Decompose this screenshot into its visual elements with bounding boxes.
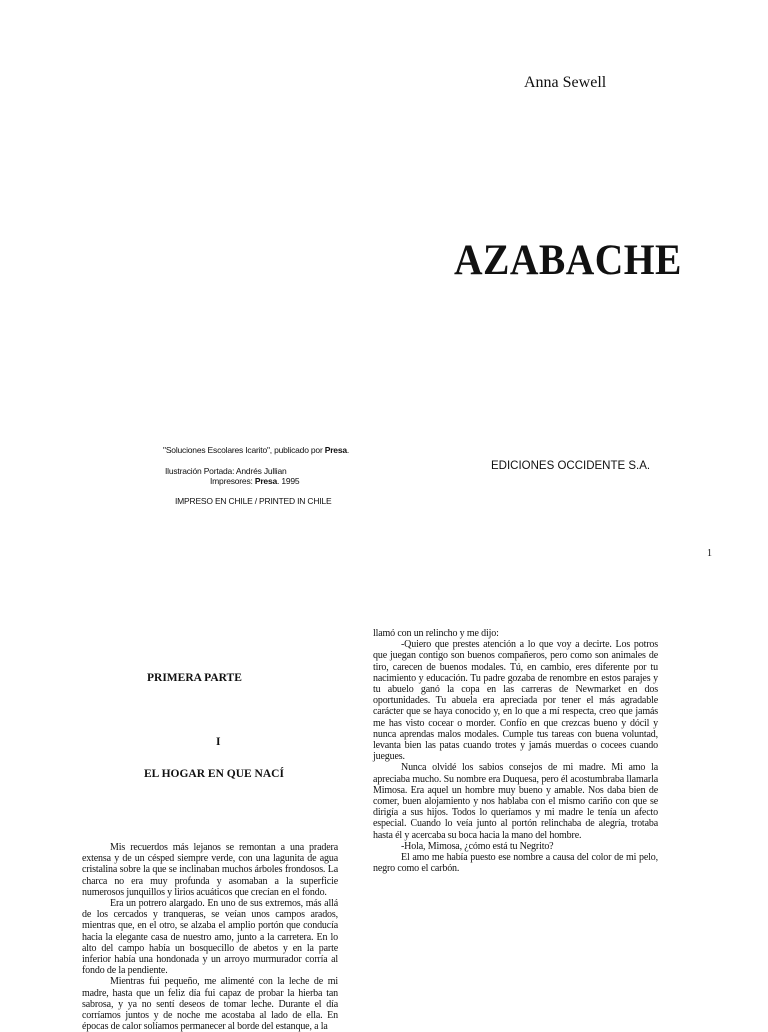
publisher-name: EDICIONES OCCIDENTE S.A. xyxy=(491,460,651,472)
right-text-column xyxy=(373,628,658,874)
paragraph: -Hola, Mimosa, ¿cómo está tu Negrito? xyxy=(401,840,554,852)
credit-text: . xyxy=(346,445,350,455)
credit-text: "Soluciones Escolares Icarito", publicado por xyxy=(163,445,325,455)
credit-line-printed-in: IMPRESO EN CHILE / PRINTED IN CHILE xyxy=(175,496,332,506)
chapter-title: EL HOGAR EN QUE NACÍ xyxy=(144,768,284,780)
credit-line-printers xyxy=(210,476,299,486)
book-title: AZABACHE xyxy=(454,237,682,284)
credit-text: . 1995 xyxy=(277,476,300,486)
part-heading: PRIMERA PARTE xyxy=(147,672,242,684)
paragraph: -Quiero que prestes atención a lo que voy a decirte. Los potros que juegan contigo son buenos compañeros, pero como son animales de tiro, carecen de buenos modales. Tú, en cambio, eres diferente por tu nacimiento y educación. Tu padre gozaba de renombre en estos parajes y tu abuelo ganó la copa en las carreras de Newmarket en dos oportunidades. Tu abuela era apreciada por tener el más agradable carácter que se haya conocido y, en lo que a mí respecta, creo que jamás me has visto cocear o morder. Confío en que crezcas bueno y dócil y nunca aprendas malos modales. Cumple tus tareas con buena voluntad, levanta bien las patas cuando trotes y jamás muerdas o cocees cuando juegues. xyxy=(373,639,658,763)
credit-bold: Presa xyxy=(324,445,347,455)
left-text-column xyxy=(82,842,338,1032)
credit-bold: Presa xyxy=(254,476,278,486)
chapter-number: I xyxy=(216,736,221,748)
paragraph: Era un potrero alargado. En uno de sus extremos, más allá de los cercados y tranqueras, se veían unos campos arados, mientras que, en el otro, se alzaba el amplio portón que conducía hacia la elegante casa de nuestro amo, junto a la carretera. En lo alto del campo había un bosquecillo de abetos y en la parte inferior había una hondonada y un arroyo murmurador corría al fondo de la pendiente. xyxy=(82,898,338,977)
page-number: 1 xyxy=(707,548,712,559)
credit-text: Impresores: xyxy=(210,476,255,486)
author-name: Anna Sewell xyxy=(524,74,607,91)
credit-line-illustration: Ilustración Portada: Andrés Jullian xyxy=(165,466,287,476)
paragraph: Mientras fui pequeño, me alimenté con la leche de mi madre, hasta que un feliz día fui capaz de probar la hierba tan sabrosa, y ya no sentí deseos de tomar leche. Durante el día corríamos juntos y de noche me acostaba al lado de ella. En épocas de calor solíamos permanecer al borde del estanque, a la xyxy=(82,976,338,1032)
credit-line-publication xyxy=(163,445,349,455)
paragraph: Mis recuerdos más lejanos se remontan a una pradera extensa y de un césped siempre verde, con una lagunita de agua cristalina sobre la que se inclinaban muchos árboles frondosos. La charca no era muy profunda y asomaban a la superficie numerosos junquillos y lirios acuáticos que crecían en el fondo. xyxy=(82,842,338,898)
paragraph: Nunca olvidé los sabios consejos de mi madre. Mi amo la apreciaba mucho. Su nombre era Duquesa, pero él acostumbraba llamarla Mimosa. Era aquel un hombre muy bueno y amable. Nos daba bien de comer, buen alojamiento y nos hablaba con el mismo cariño con que se dirigía a sus hijos. Todos lo queríamos y mi madre le tenía un afecto especial. Cuando lo veía junto al portón relinchaba de alegría, trotaba hasta él y acercaba su boca hacia la mano del hombre. xyxy=(373,762,658,841)
paragraph: llamó con un relincho y me dijo: xyxy=(373,628,499,639)
paragraph: El amo me había puesto ese nombre a causa del color de mi pelo, negro como el carbón. xyxy=(373,852,658,875)
